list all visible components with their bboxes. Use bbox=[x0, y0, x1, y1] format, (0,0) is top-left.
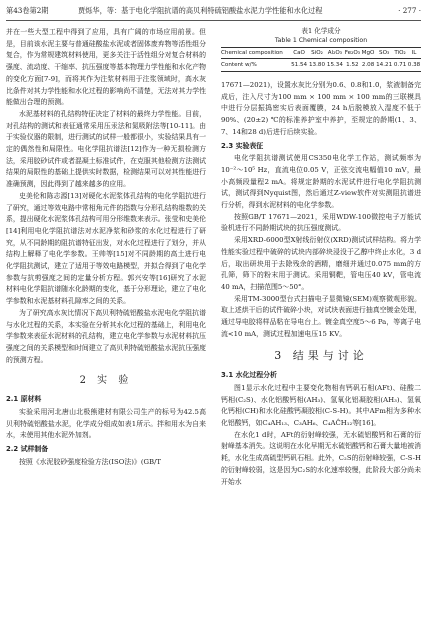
section-heading: 2 实 验 bbox=[79, 375, 133, 387]
paragraph: 17671—2021)，设置水灰比分别为0.6、0.8和1.0，浆液制备完成后，注入尺寸为100 mm × 100 mm × 100 mm的三联模具中进行分层振捣密实后表面覆膜，24 h后脱模放入湿度不低于90%、(20±2) ℃的标准养护室中养护，至规定的龄期(1、3、7、14和28 d)后进行后续实验。 bbox=[221, 81, 421, 136]
chemical-composition-table bbox=[221, 47, 421, 72]
paragraph: 按照《水泥胶砂强度检验方法(ISO法)》(GB/T bbox=[19, 457, 162, 466]
table-cell: 2.08 bbox=[361, 59, 375, 72]
journal-issue: 第43卷第2期 bbox=[6, 6, 49, 15]
subsection-heading: 2.2 试样制备 bbox=[6, 444, 49, 453]
table-header: SO₃ bbox=[375, 48, 393, 59]
table-cell: 51.54 bbox=[290, 59, 308, 72]
subsection-heading: 3.1 水化过程分析 bbox=[221, 371, 277, 380]
paragraph: 史美伦和陈志源[13]对硬化水泥浆体孔结构的电化学阻抗进行了研究，通过等效电路中常相角元件的指数与分形孔结构维数的关系，提出硬化水泥浆体孔结构可用分形维数来表示。张莹和史美伦[14]利用电化学阻抗谱法对水泥净浆和砂浆的水化过程进行了研究，从不同龄期的阻抗谱特征出发，对水化过程进行了划分，并从结构上解释了电化学参数。王帅等[15]对不同龄期的高土进行电化学阻抗测试，建立了适用于等效电路模型，并拟合得到了电化学参数与抗剪强度之间的定量分析方程。郭兴安等[16]研究了水泥材料电化学阻抗谱随水化龄期的变化，基于分形理论，建立了电化学参数和水泥基材料孔隙率之间的关系。 bbox=[6, 191, 206, 306]
paragraph: 实验采用河北唐山北极熊建材有限公司生产的标号为42.5高贝利特硫铝酸盐水泥，化学成分组成如表1所示。拌和用水为自来水，未使用其他水泥外加剂。 bbox=[6, 407, 206, 440]
table-header: Fe₂O₃ bbox=[344, 48, 361, 59]
page-number: · 277 · bbox=[398, 6, 421, 15]
paragraph: 电化学阻抗谱测试使用CS350电化学工作站，测试频率为10⁻²～10⁵ Hz，直流电位0.05 V，正弦交流电幅值10 mV，最小高频段量程2 mA。将规定龄期的水泥试件进行电化学阻抗测试，测试得到Nyquist图，然后通过Z-view软件对实测阻抗谱进行分析，得到水泥材料的电化学参数。 bbox=[221, 154, 421, 210]
paragraph: 为了研究高水灰比情况下高贝利特硫铝酸盐水泥电化学阻抗谱与水化过程的关系，本实验在分析其水化过程的基础上，利用电化学参数来表征水泥材料的孔结构，建立电化学参数与水泥材料抗压强度之间的关系模型和时间建立了高贝利特硫铝酸盐水泥抗压强度的预测方程。 bbox=[6, 308, 206, 364]
paragraph: 按照GB/T 17671—2021，采用WDW-100微控电子万能试验机进行不同龄期试块的抗压强度测试。 bbox=[221, 212, 421, 233]
table-header: SiO₂ bbox=[308, 48, 326, 59]
table-header: Al₂O₃ bbox=[326, 48, 344, 59]
paragraph: 在水化1 d时，AFt的衍射峰较强，无水硫铝酸钙和石膏的衍射峰基本消失。这说明在水化早期无水硫铝酸钙和石膏大量地被消耗，水化生成高硫型钙矾石相。此外，C₂S的衍射峰较强，C-S-H的衍射峰较弱，这是因为C₂S的水化速率较慢，此阶段大部分尚未开始水 bbox=[221, 430, 421, 486]
table-header: Chemical composition bbox=[221, 48, 290, 59]
subsection-heading: 2.1 原材料 bbox=[6, 395, 42, 404]
table-cell: 0.71 bbox=[393, 59, 407, 72]
left-column bbox=[6, 27, 206, 468]
section-heading: 3 结果与讨论 bbox=[274, 349, 368, 363]
table-header: TiO₂ bbox=[393, 48, 407, 59]
table-cell: 1.52 bbox=[344, 59, 361, 72]
paragraph: 采用TM-3000型台式扫描电子显微镜(SEM)观察微观形貌。取上述烘干后的试件破碎小块，对试块表面进行抽真空镀金处理，通过导电胶将样品粘在导电台上。镀金真空度5～6 Pa，等离子电流<10 mA，测试过程加速电压15 KV。 bbox=[221, 294, 421, 338]
table-cell: 14.21 bbox=[375, 59, 393, 72]
table-cell: 13.80 bbox=[308, 59, 326, 72]
paragraph: 采用XRD-6000型X射线衍射仪(XRD)测试试样结构。将力学性能实验过程中破碎的试块内部碎块浸没于乙醇中终止水化，3 d后，取出研块用于去除残余的酒精，磨细并通过0.075 mm的方孔筛，筛下的粉末用于测试。采用铜靶，管电压40 kV，管电流40 mA，扫描范围5～50°。 bbox=[221, 236, 421, 291]
table-header: IL bbox=[407, 48, 421, 59]
paragraph: 图1显示水化过程中主要变化物相有钙矾石相(AFt)、硅酸二钙相(C₂S)、水化铝酸钙相(AH₃)、氢氧化铝凝胶相(AH₃)、氢氧化钙相(CH)和水化硅酸钙凝胶相(C-S-H)。其中AFm相为多种水化铝酸钙，如C₄AH₁₃、C₃AH₆、C₄AĈH₁₂等[16]。 bbox=[221, 383, 421, 427]
paragraph: 并在一些大型工程中得到了应用，具有广阔的市场应用前景。但是，目前该水泥主要与普通硅酸盐水泥或者固体废弃物等活性组分复合，作为常规建筑材料使用，更多关注于活性组分对复合材料的强度、流动度、干缩率、抗压强度等基本物理力学性能和水化产物的变化方面[7-9]，而将其作为注浆材料用于注浆领域时，高水灰比条件对其力学性能和水化过程的影响尚不清楚，无法对其力学性能做出合理的预测。 bbox=[6, 28, 206, 107]
table-cell: 0.38 bbox=[407, 59, 421, 72]
table-cell: 15.34 bbox=[326, 59, 344, 72]
running-header bbox=[6, 4, 421, 21]
table-cell: Content w/% bbox=[221, 59, 290, 72]
table-row bbox=[221, 59, 421, 72]
table-header: MgO bbox=[361, 48, 375, 59]
paragraph: 水泥基材料的孔结构特征决定了材料的最终力学性能。目前，对孔结构的测试和表征通常采用压汞法和氮吸附法等[10-11]。由于实验仪器的限制，进行测试的试样一般都很小，实验结果具有一定的偶然性和局限性。电化学阻抗谱法[12]作为一种无损检测方法，采用胶砂试件或者混凝土标准试件，在克服其他检测方法测试结果的局限性的基础上提供实时数据，检测结果可以对其性能进行准确预测，因此得到了越来越多的应用。 bbox=[6, 109, 206, 189]
right-column bbox=[221, 27, 421, 488]
subsection-heading: 2.3 实验表征 bbox=[221, 141, 264, 150]
table-caption: 表1 化学成分 bbox=[301, 27, 341, 35]
running-title: 贾烁华，等：基于电化学阻抗谱的高贝利特硫铝酸盐水泥力学性能和水化过程 bbox=[78, 6, 323, 15]
table-header: CaO bbox=[290, 48, 308, 59]
table-caption-en: Table 1 Chemical composition bbox=[274, 37, 368, 44]
